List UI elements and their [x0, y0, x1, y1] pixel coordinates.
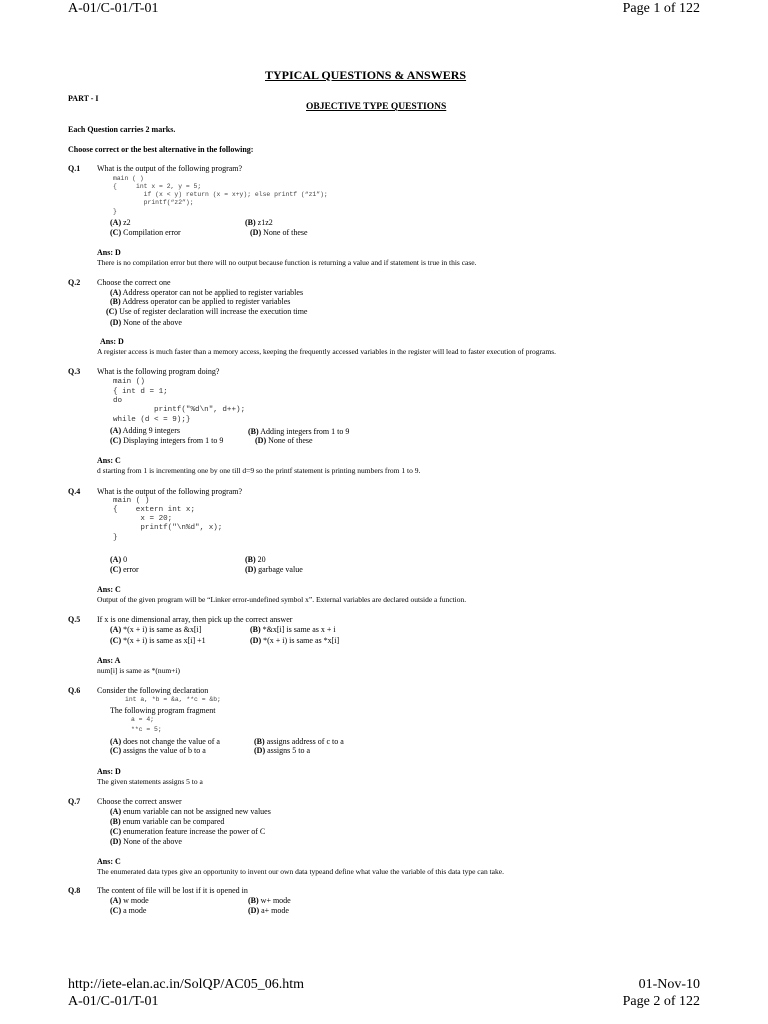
answer: Ans: C: [97, 456, 121, 465]
question-number: Q.8: [68, 886, 81, 895]
next-header-doc-id: A-01/C-01/T-01: [68, 994, 159, 1009]
footer-url: http://iete-elan.ac.in/SolQP/AC05_06.htm: [68, 977, 305, 992]
code-line: main ( ): [113, 175, 144, 182]
option-d: (D) None of these: [255, 436, 313, 445]
header-page-number: Page 1 of 122: [622, 1, 700, 16]
option-a: (A) z2: [110, 218, 131, 227]
header-doc-id: A-01/C-01/T-01: [68, 1, 159, 16]
code-line: int a, *b = &a, **c = &b;: [125, 696, 221, 703]
option-a: (A) w mode: [110, 896, 149, 905]
answer: Ans: D: [97, 248, 121, 257]
option-c: (C) error: [110, 565, 139, 574]
question-number: Q.2: [68, 278, 81, 287]
code-line: main (): [113, 378, 145, 386]
option-b: (B) *&x[i] is same as x + i: [250, 625, 336, 634]
option-d: (D) None of the above: [110, 318, 182, 327]
code-line: main ( ): [113, 497, 150, 505]
code-line: { int d = 1;: [113, 388, 168, 396]
answer: Ans: A: [97, 656, 121, 665]
footer-date: 01-Nov-10: [638, 977, 700, 992]
option-d: (D) None of the above: [110, 837, 182, 846]
option-d: (D) garbage value: [245, 565, 303, 574]
explanation: A register access is much faster than a memory access, keeping the frequently accessed variables in the register will lead to faster execution of programs.: [97, 347, 556, 356]
option-b: (B) enum variable can be compared: [110, 817, 225, 826]
question-number: Q.1: [68, 164, 81, 173]
option-a: (A) enum variable can not be assigned new values: [110, 807, 271, 816]
option-c: (C) enumeration feature increase the power of C: [110, 827, 266, 836]
option-c: (C) Use of register declaration will increase the execution time: [106, 307, 308, 316]
option-a: (A) does not change the value of a: [110, 737, 220, 746]
code-line: if (x < y) return (x = x+y); else printf (“z1”);: [113, 191, 328, 198]
option-d: (D) assigns 5 to a: [254, 746, 310, 755]
answer: Ans: C: [97, 857, 121, 866]
option-b: (B) w+ mode: [248, 896, 291, 905]
question-number: Q.6: [68, 686, 81, 695]
option-b: (B) Adding integers from 1 to 9: [248, 427, 350, 436]
question-number: Q.7: [68, 797, 81, 806]
question-text: What is the output of the following program?: [97, 164, 243, 173]
explanation: Output of the given program will be “Linker error-undefined symbol x”. External variables are declared outside a function.: [97, 595, 467, 604]
part-label: PART - I: [68, 94, 99, 103]
section-subtitle: OBJECTIVE TYPE QUESTIONS: [306, 102, 447, 112]
code-line: printf(“z2”);: [113, 199, 194, 206]
code-line: printf("\n%d", x);: [113, 524, 223, 532]
option-c: (C) Compilation error: [110, 228, 181, 237]
option-c: (C) *(x + i) is same as x[i] +1: [110, 636, 206, 645]
question-number: Q.4: [68, 487, 81, 496]
question-number: Q.5: [68, 615, 81, 624]
option-b: (B) Address operator can be applied to register variables: [110, 297, 291, 306]
code-line: while (d < = 9);}: [113, 416, 191, 424]
explanation: num[i] is same as *(num+i): [97, 666, 180, 675]
marks-note: Each Question carries 2 marks.: [68, 125, 176, 134]
option-c: (C) Displaying integers from 1 to 9: [110, 436, 224, 445]
question-text: What is the output of the following program?: [97, 487, 243, 496]
code-line: }: [113, 208, 117, 215]
code-line: { extern int x;: [113, 506, 196, 514]
option-b: (B) assigns address of c to a: [254, 737, 344, 746]
option-d: (D) *(x + i) is same as *x[i]: [250, 636, 340, 645]
question-text: Consider the following declaration: [97, 686, 209, 695]
instruction: Choose correct or the best alternative in the following:: [68, 145, 254, 154]
answer: Ans: C: [97, 585, 121, 594]
explanation: The given statements assigns 5 to a: [97, 777, 203, 786]
code-line: a = 4;: [131, 716, 155, 723]
question-text: The content of file will be lost if it is opened in: [97, 886, 248, 895]
question-text: What is the following program doing?: [97, 367, 220, 376]
code-line: }: [113, 534, 118, 542]
option-a: (A) *(x + i) is same as &x[i]: [110, 625, 202, 634]
explanation: The enumerated data types give an opportunity to invent our own data typeand define what value the variable of this data type can take.: [97, 867, 504, 876]
option-a: (A) Adding 9 integers: [110, 426, 180, 435]
option-c: (C) assigns the value of b to a: [110, 746, 206, 755]
explanation: There is no compilation error but there will no output because function is returning a value and if statement is true in this case.: [97, 258, 477, 267]
option-b: (B) 20: [245, 555, 266, 564]
option-d: (D) a+ mode: [248, 906, 289, 915]
option-b: (B) z1z2: [245, 218, 273, 227]
answer: Ans: D: [97, 767, 121, 776]
question-text: If x is one dimensional array, then pick up the correct answer: [97, 615, 293, 624]
option-c: (C) a mode: [110, 906, 147, 915]
question-text: Choose the correct one: [97, 278, 171, 287]
next-header-page-number: Page 2 of 122: [622, 994, 700, 1009]
code-line: printf("%d\n", d++);: [113, 406, 246, 414]
question-number: Q.3: [68, 367, 81, 376]
question-subtext: The following program fragment: [110, 706, 216, 715]
option-a: (A) 0: [110, 555, 128, 564]
code-line: do: [113, 397, 123, 405]
page-title: TYPICAL QUESTIONS & ANSWERS: [265, 68, 467, 82]
option-a: (A) Address operator can not be applied to register variables: [110, 288, 304, 297]
question-text: Choose the correct answer: [97, 797, 182, 806]
code-line: **c = 5;: [131, 726, 162, 733]
explanation: d starting from 1 is incrementing one by one till d=9 so the printf statement is printing numbers from 1 to 9.: [97, 466, 421, 475]
answer: Ans: D: [100, 337, 124, 346]
option-d: (D) None of these: [250, 228, 308, 237]
code-line: { int x = 2, y = 5;: [113, 183, 202, 190]
code-line: x = 20;: [113, 515, 173, 523]
